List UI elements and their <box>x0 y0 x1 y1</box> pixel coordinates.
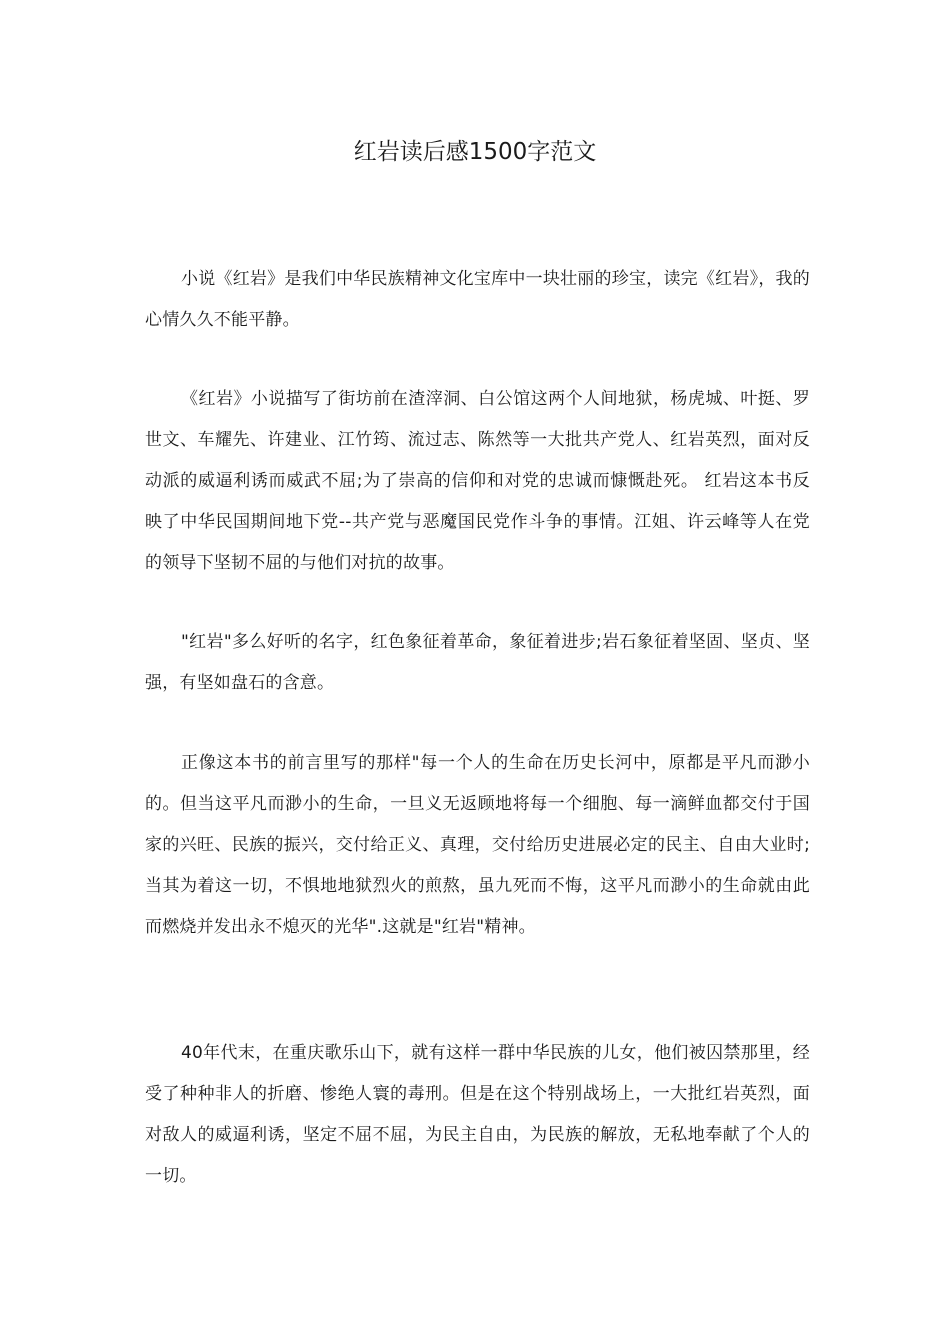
paragraph-3: "红岩"多么好听的名字，红色象征着革命，象征着进步;岩石象征着坚固、坚贞、坚强，有坚如盘石的含意。 <box>145 632 810 693</box>
paragraph-2: 《红岩》小说描写了街坊前在渣滓洞、白公馆这两个人间地狱，杨虎城、叶挺、罗世文、车耀先、许建业、江竹筠、流过志、陈然等一大批共产党人、红岩英烈，面对反动派的威逼利诱而威武不屈;为了崇高的信仰和对党的忠诚而慷慨赴死。 红岩这本书反映了中华民国期间地下党--共产党与恶魔国民党作斗争的事情。江姐、许云峰等人在党的领导下坚韧不屈的与他们对抗的故事。 <box>145 389 810 573</box>
paragraph-1: 小说《红岩》是我们中华民族精神文化宝库中一块壮丽的珍宝，读完《红岩》，我的心情久久不能平静。 <box>145 269 810 330</box>
paragraph-5: 40年代末，在重庆歌乐山下，就有这样一群中华民族的儿女，他们被囚禁那里，经受了种种非人的折磨、惨绝人寰的毒刑。但是在这个特别战场上，一大批红岩英烈，面对敌人的威逼利诱，坚定不屈不屈，为民主自由，为民族的解放，无私地奉献了个人的一切。 <box>145 1043 810 1186</box>
paragraph-4: 正像这本书的前言里写的那样"每一个人的生命在历史长河中，原都是平凡而渺小的。但当这平凡而渺小的生命，一旦义无返顾地将每一个细胞、每一滴鲜血都交付于国家的兴旺、民族的振兴，交付给正义、真理，交付给历史进展必定的民主、自由大业时;当其为着这一切，不惧地地狱烈火的煎熬，虽九死而不悔，这平凡而渺小的生命就由此而燃烧并发出永不熄灭的光华".这就是"红岩"精神。 <box>145 753 810 937</box>
document-title: 红岩读后感1500字范文 <box>353 139 597 165</box>
